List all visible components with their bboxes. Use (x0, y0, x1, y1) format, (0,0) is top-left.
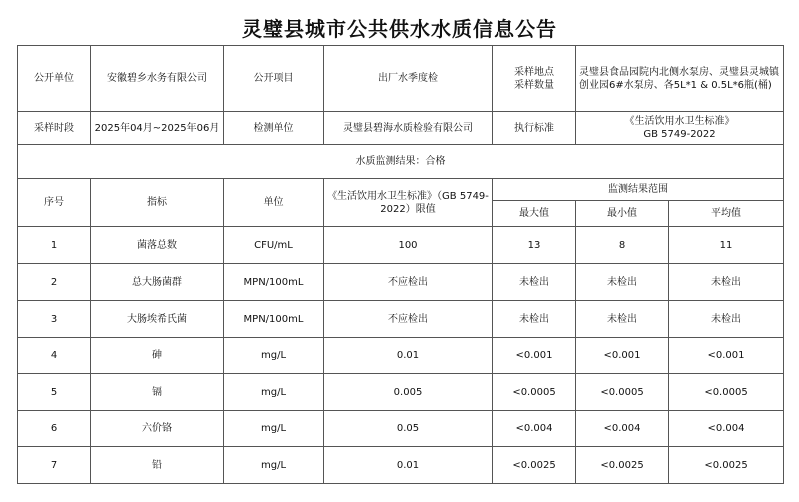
data-rows (18, 227, 784, 484)
row-indicator: 铅 (91, 447, 224, 484)
row-indicator: 总大肠菌群 (91, 264, 224, 301)
row-avg: <0.0025 (669, 447, 784, 484)
row-max: <0.004 (493, 411, 576, 447)
row-max: 未检出 (493, 301, 576, 338)
row-limit: 不应检出 (324, 264, 493, 301)
header-indicator: 指标 (91, 179, 224, 227)
publisher-label: 公开单位 (18, 46, 91, 112)
table-row (18, 227, 784, 264)
header-min: 最小值 (576, 201, 669, 227)
header-row-1 (18, 179, 784, 201)
table-row (18, 338, 784, 374)
row-limit: 0.01 (324, 447, 493, 484)
exec-value-line2: GB 5749-2022 (643, 129, 716, 140)
row-avg: 11 (669, 227, 784, 264)
row-limit: 100 (324, 227, 493, 264)
result-row (18, 145, 784, 179)
water-quality-table (17, 45, 784, 484)
lab-label: 检测单位 (224, 112, 324, 145)
row-min: 8 (576, 227, 669, 264)
row-unit: MPN/100mL (224, 301, 324, 338)
row-index: 6 (18, 411, 91, 447)
row-indicator: 镉 (91, 374, 224, 411)
row-index: 4 (18, 338, 91, 374)
header-unit: 单位 (224, 179, 324, 227)
row-avg: 未检出 (669, 301, 784, 338)
row-limit: 0.005 (324, 374, 493, 411)
item-label: 公开项目 (224, 46, 324, 112)
header-index: 序号 (18, 179, 91, 227)
period-value: 2025年04月~2025年06月 (91, 112, 224, 145)
row-limit: 0.05 (324, 411, 493, 447)
row-max: <0.0025 (493, 447, 576, 484)
row-avg: <0.004 (669, 411, 784, 447)
row-min: <0.0005 (576, 374, 669, 411)
sampling-label (493, 46, 576, 112)
row-unit: mg/L (224, 411, 324, 447)
publisher-value: 安徽碧乡水务有限公司 (91, 46, 224, 112)
header-avg: 平均值 (669, 201, 784, 227)
header-limit: 《生活饮用水卫生标准》（GB 5749-2022）限值 (324, 179, 493, 227)
table-row (18, 447, 784, 484)
row-unit: CFU/mL (224, 227, 324, 264)
row-max: 未检出 (493, 264, 576, 301)
row-index: 2 (18, 264, 91, 301)
header-max: 最大值 (493, 201, 576, 227)
exec-value (576, 112, 784, 145)
table-row (18, 374, 784, 411)
sampling-value: 灵璧县食品园院内北侧水泵房、灵璧县灵城镇创业园6#水泵房、各5L*1 & 0.5L*6瓶(桶) (576, 46, 784, 112)
lab-value: 灵璧县碧海水质检验有限公司 (324, 112, 493, 145)
item-value: 出厂水季度检 (324, 46, 493, 112)
period-label: 采样时段 (18, 112, 91, 145)
page-title: 灵璧县城市公共供水水质信息公告 (242, 17, 557, 41)
info-row-2 (18, 112, 784, 145)
table-row (18, 264, 784, 301)
row-max: <0.001 (493, 338, 576, 374)
table-row (18, 411, 784, 447)
row-unit: MPN/100mL (224, 264, 324, 301)
info-row-1 (18, 46, 784, 112)
table-row (18, 301, 784, 338)
row-max: <0.0005 (493, 374, 576, 411)
result-text: 水质监测结果：合格 (18, 145, 784, 179)
row-min: <0.004 (576, 411, 669, 447)
row-unit: mg/L (224, 338, 324, 374)
row-indicator: 六价铬 (91, 411, 224, 447)
row-index: 3 (18, 301, 91, 338)
row-indicator: 砷 (91, 338, 224, 374)
row-limit: 0.01 (324, 338, 493, 374)
exec-value-line1: 《生活饮用水卫生标准》 (624, 116, 735, 127)
sampling-label-line2: 采样数量 (514, 79, 554, 91)
row-min: <0.0025 (576, 447, 669, 484)
row-indicator: 大肠埃希氏菌 (91, 301, 224, 338)
row-max: 13 (493, 227, 576, 264)
row-avg: 未检出 (669, 264, 784, 301)
sampling-label-line1: 采样地点 (514, 66, 554, 78)
row-index: 1 (18, 227, 91, 264)
row-min: <0.001 (576, 338, 669, 374)
row-min: 未检出 (576, 264, 669, 301)
header-range: 监测结果范围 (493, 179, 784, 201)
row-avg: <0.0005 (669, 374, 784, 411)
row-index: 7 (18, 447, 91, 484)
exec-label: 执行标准 (493, 112, 576, 145)
row-unit: mg/L (224, 374, 324, 411)
row-limit: 不应检出 (324, 301, 493, 338)
row-min: 未检出 (576, 301, 669, 338)
row-indicator: 菌落总数 (91, 227, 224, 264)
row-index: 5 (18, 374, 91, 411)
row-unit: mg/L (224, 447, 324, 484)
row-avg: <0.001 (669, 338, 784, 374)
